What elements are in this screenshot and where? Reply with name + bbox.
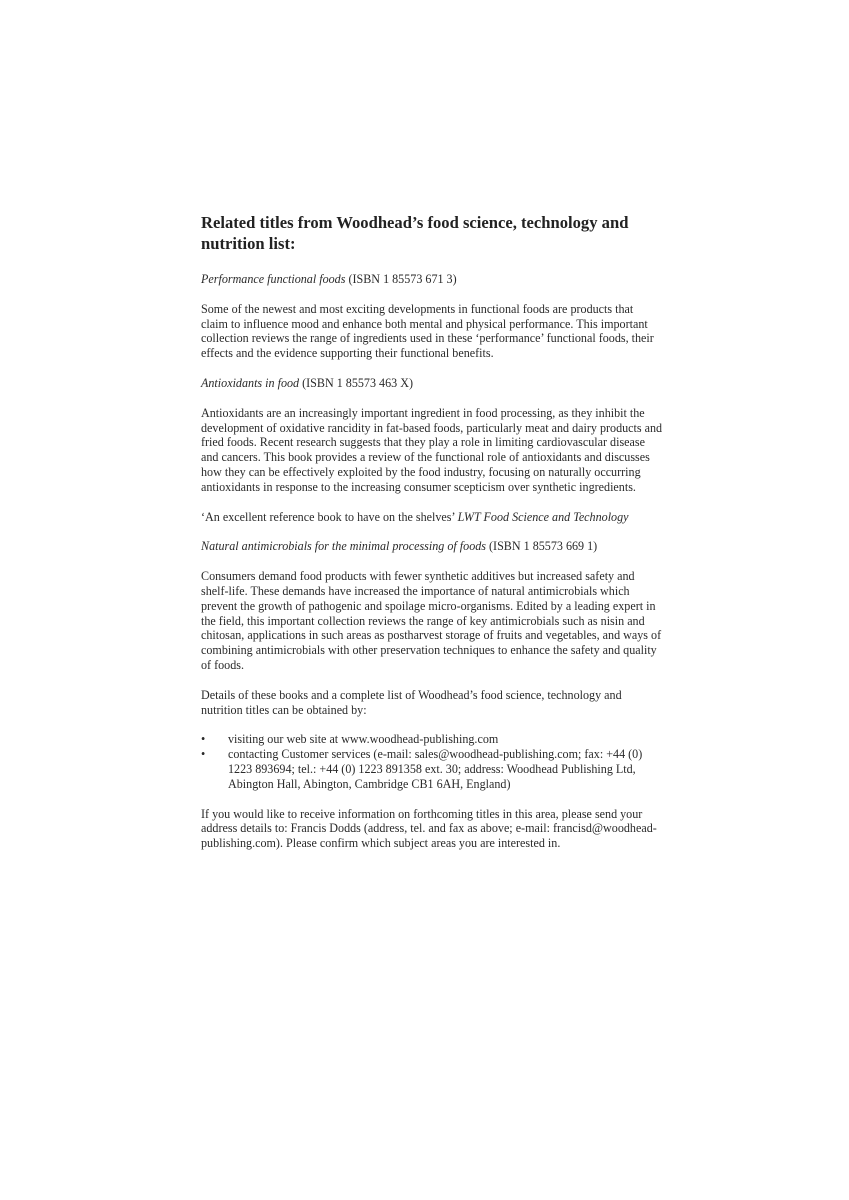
contact-list xyxy=(201,732,663,791)
contact-item-customer-services: contacting Customer services (e-mail: sales@woodhead-publishing.com; fax: +44 (0) 1223 893694; tel.: +44 (0) 1223 891358 ext. 30; address: Woodhead Publishing Ltd, Abington Hall, Abington, Cambridge CB1 6AH, England) xyxy=(228,747,643,791)
list-item xyxy=(201,747,663,791)
page-content xyxy=(201,212,663,866)
book-description-1: Some of the newest and most exciting developments in functional foods are products that claim to influence mood and enhance both mental and physical performance. This important collection reviews the range of ingredients used in these ‘performance’ functional foods, their effects and the evidence supporting their functional benefits. xyxy=(201,301,654,361)
book-title-line-1 xyxy=(201,272,663,287)
book-title-line-2 xyxy=(201,376,663,391)
book-isbn-2: (ISBN 1 85573 463 X) xyxy=(299,375,413,390)
page-heading: Related titles from Woodhead’s food science, technology and nutrition list: xyxy=(201,213,629,253)
book-description-2: Antioxidants are an increasingly important ingredient in food processing, as they inhibit the development of oxidative rancidity in fat-based foods, particularly meat and dairy products and fried foods. Recent research suggests that they play a role in limiting cardiovascular disease and cancers. This book provides a review of the functional role of antioxidants and discusses how they can be effectively exploited by the food industry, focusing on naturally occurring antioxidants in response to the increasing consumer scepticism over synthetic ingredients. xyxy=(201,405,663,494)
book-title-3: Natural antimicrobials for the minimal processing of foods xyxy=(201,539,486,554)
book-review-2 xyxy=(201,510,663,525)
bullet-icon: • xyxy=(201,747,206,762)
details-intro: Details of these books and a complete list of Woodhead’s food science, technology and nutrition titles can be obtained by: xyxy=(201,687,622,717)
contact-item-website: visiting our web site at www.woodhead-publishing.com xyxy=(228,732,499,747)
bullet-icon: • xyxy=(201,732,206,747)
list-item xyxy=(201,732,663,747)
review-quote: ‘An excellent reference book to have on the shelves’ xyxy=(201,509,458,524)
closing-paragraph: If you would like to receive information on forthcoming titles in this area, please send your address details to: Francis Dodds (address, tel. and fax as above; e-mail: francisd@woodhead-publishing.com). Please confirm which subject areas you are interested in. xyxy=(201,806,657,851)
book-title-2: Antioxidants in food xyxy=(201,375,300,390)
book-title-line-3 xyxy=(201,539,663,554)
book-title-1: Performance functional foods xyxy=(201,272,346,286)
review-source: LWT Food Science and Technology xyxy=(457,509,629,524)
book-description-3: Consumers demand food products with fewer synthetic additives but increased safety and shelf-life. These demands have increased the importance of natural antimicrobials which prevent the growth of pathogenic and spoilage micro-organisms. Edited by a leading expert in the field, this important collection reviews the range of key antimicrobials such as nisin and chitosan, applications in such areas as postharvest storage of fruits and vegetables, and ways of combining antimicrobials with other preservation techniques to enhance the safety and quality of foods. xyxy=(201,569,662,672)
book-isbn-3: (ISBN 1 85573 669 1) xyxy=(486,539,598,554)
book-isbn-1: (ISBN 1 85573 671 3) xyxy=(345,272,457,286)
